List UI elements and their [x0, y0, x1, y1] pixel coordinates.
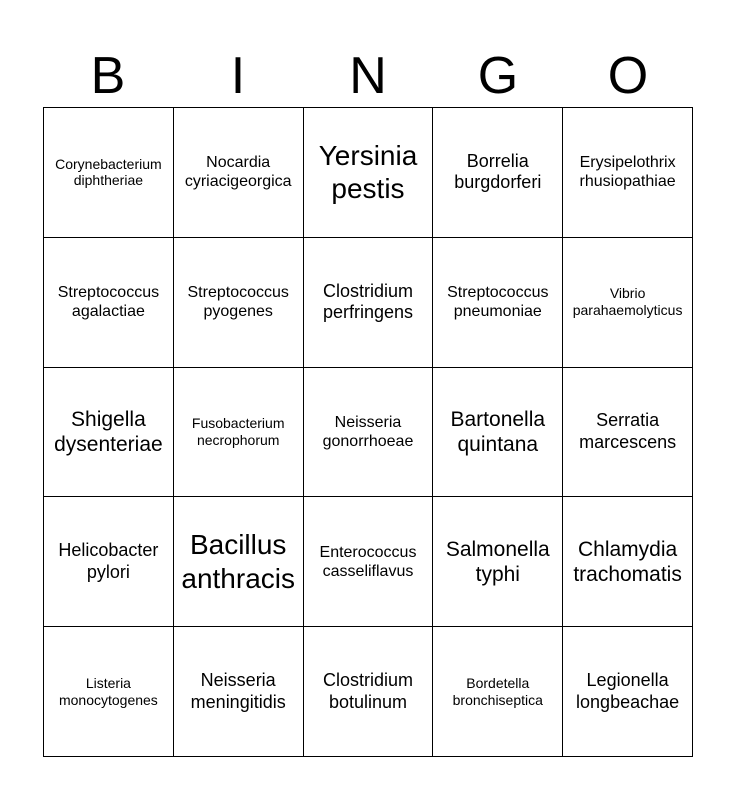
bingo-cell-r1-c4[interactable]: Borrelia burgdorferi [433, 108, 563, 238]
header-letter-b: B [90, 47, 126, 105]
bingo-cell-r5-c4[interactable]: Bordetella bronchiseptica [433, 627, 563, 757]
bingo-cell-r2-c4[interactable]: Streptococcus pneumoniae [433, 238, 563, 368]
bingo-cell-r5-c5[interactable]: Legionella longbeachae [563, 627, 693, 757]
bingo-cell-r3-c4[interactable]: Bartonella quintana [433, 368, 563, 498]
bingo-cell-r5-c2[interactable]: Neisseria meningitidis [174, 627, 304, 757]
header-letter-g: G [477, 47, 519, 105]
header-letter-o: O [607, 47, 649, 105]
bingo-header [43, 46, 693, 106]
bingo-card-grid [43, 107, 693, 757]
bingo-cell-r4-c5[interactable]: Chlamydia trachomatis [563, 497, 693, 627]
bingo-cell-r2-c1[interactable]: Streptococcus agalactiae [44, 238, 174, 368]
header-letter-n: N [349, 47, 387, 105]
bingo-cell-r4-c2[interactable]: Bacillus anthracis [174, 497, 304, 627]
bingo-cell-r2-c3[interactable]: Clostridium perfringens [304, 238, 434, 368]
bingo-cell-r1-c2[interactable]: Nocardia cyriacigeorgica [174, 108, 304, 238]
bingo-cell-r1-c5[interactable]: Erysipelothrix rhusiopathiae [563, 108, 693, 238]
header-letter-i: I [230, 47, 246, 105]
bingo-cell-r2-c5[interactable]: Vibrio parahaemolyticus [563, 238, 693, 368]
bingo-cell-r5-c1[interactable]: Listeria monocytogenes [44, 627, 174, 757]
bingo-cell-r3-c1[interactable]: Shigella dysenteriae [44, 368, 174, 498]
bingo-cell-r5-c3[interactable]: Clostridium botulinum [304, 627, 434, 757]
bingo-cell-r1-c1[interactable]: Corynebacterium diphtheriae [44, 108, 174, 238]
bingo-cell-r3-c3[interactable]: Neisseria gonorrhoeae [304, 368, 434, 498]
bingo-cell-r4-c4[interactable]: Salmonella typhi [433, 497, 563, 627]
bingo-cell-r2-c2[interactable]: Streptococcus pyogenes [174, 238, 304, 368]
bingo-cell-r1-c3[interactable]: Yersinia pestis [304, 108, 434, 238]
bingo-cell-r4-c3[interactable]: Enterococcus casseliflavus [304, 497, 434, 627]
bingo-cell-r3-c5[interactable]: Serratia marcescens [563, 368, 693, 498]
bingo-cell-r3-c2[interactable]: Fusobacterium necrophorum [174, 368, 304, 498]
bingo-cell-r4-c1[interactable]: Helicobacter pylori [44, 497, 174, 627]
